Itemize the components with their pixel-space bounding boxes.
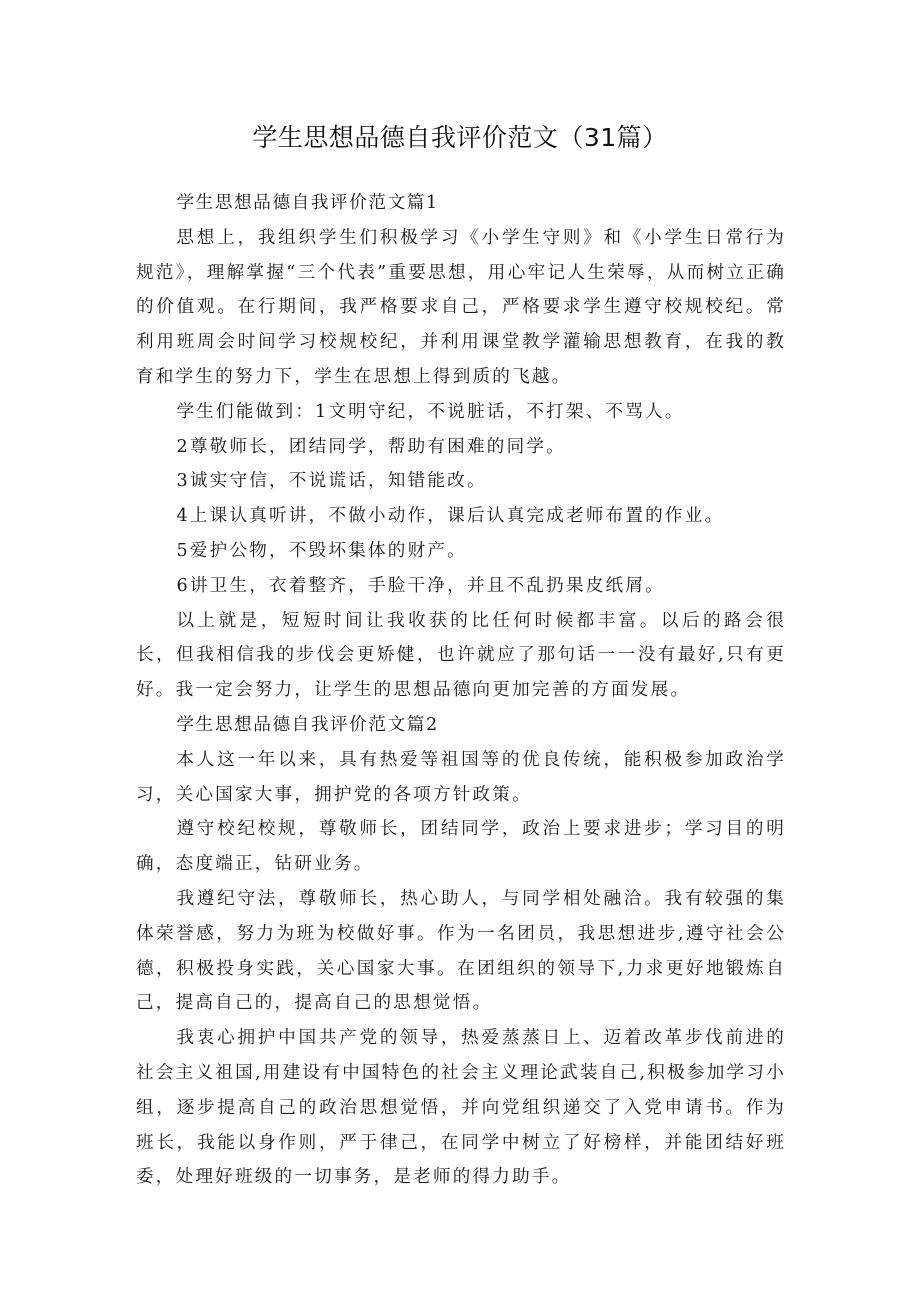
paragraph: 本人这一年以来，具有热爱等祖国等的优良传统，能积极参加政治学习，关心国家大事，拥护党的各项方针政策。: [136, 749, 786, 805]
paragraph: 遵守校纪校规，尊敬师长，团结同学，政治上要求进步；学习目的明确，态度端正，钻研业务。: [136, 819, 786, 875]
paragraph: 以上就是，短短时间让我收获的比任何时候都丰富。以后的路会很长，但我相信我的步伐会更矫健，也许就应了那句话一一没有最好,只有更好。我一定会努力，让学生的思想品德向更加完善的方面发展。: [136, 610, 786, 701]
section-heading-1: 学生思想品德自我评价范文篇1: [176, 193, 439, 213]
paragraph: 我衷心拥护中国共产党的领导，热爱蒸蒸日上、迈着改革步伐前进的社会主义祖国,用建设有中国特色的社会主义理论武装自己,积极参加学习小组，逐步提高自己的政治思想觉悟，并向党组织递交了入党申请书。作为班长，我能以身作则，严于律己，在同学中树立了好榜样，并能团结好班委，处理好班级的一切事务，是老师的得力助手。: [136, 1028, 786, 1188]
list-item: 3诚实守信，不说谎话，知错能改。: [176, 471, 487, 492]
paragraph: 我遵纪守法，尊敬师长，热心助人，与同学相处融洽。我有较强的集体荣誉感，努力为班为校做好事。作为一名团员，我思想进步,遵守社会公德，积极投身实践，关心国家大事。在团组织的领导下,力求更好地锻炼自己，提高自己的，提高自己的思想觉悟。: [136, 888, 786, 1014]
section-heading-2: 学生思想品德自我评价范文篇2: [176, 714, 439, 735]
document-title: 学生思想品德自我评价范文（31篇）: [252, 123, 668, 152]
list-item: 4上课认真听讲，不做小动作，课后认真完成老师布置的作业。: [176, 506, 725, 527]
list-item: 5爱护公物，不毁坏集体的财产。: [176, 540, 467, 561]
document-body: [136, 186, 786, 1195]
list-item: 2尊敬师长，团结同学，帮助有困难的同学。: [176, 436, 566, 457]
paragraph: 学生们能做到：1文明守纪，不说脏话，不打架、不骂人。: [176, 401, 685, 422]
paragraph: 思想上，我组织学生们积极学习《小学生守则》和《小学生日常行为规范》，理解掌握“三个代表”重要思想，用心牢记人生荣辱，从而树立正确的价值观。在行期间，我严格要求自己，严格要求学生遵守校规校纪。常利用班周会时间学习校规校纪，并利用课堂教学灌输思想教育，在我的教育和学生的努力下，学生在思想上得到质的飞越。: [136, 227, 786, 387]
list-item: 6讲卫生，衣着整齐，手脸干净，并且不乱扔果皮纸屑。: [176, 575, 665, 596]
